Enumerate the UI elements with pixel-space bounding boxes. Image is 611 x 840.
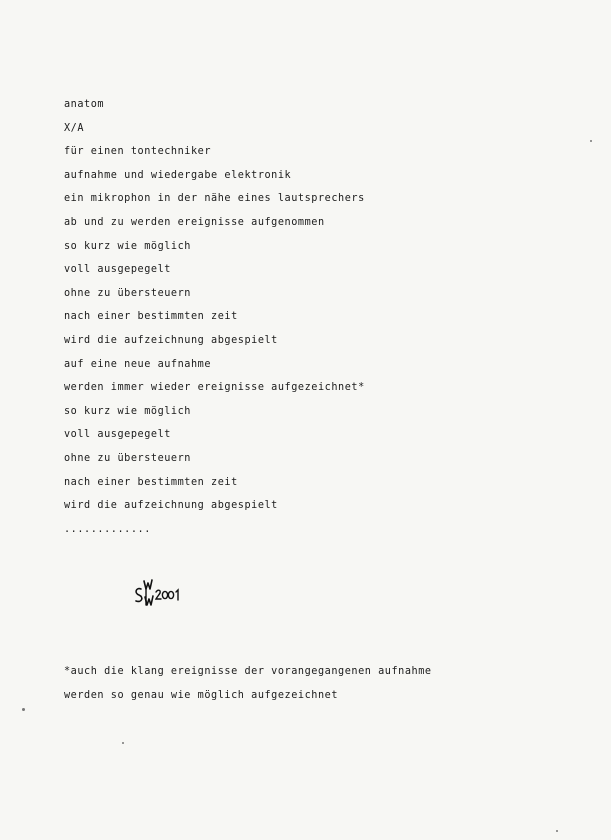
footnote (64, 660, 534, 707)
text-line: ohne zu übersteuern (64, 452, 191, 464)
text-line: ohne zu übersteuern (64, 287, 191, 299)
text-line: für einen tontechniker (64, 146, 212, 158)
text-line: auf eine neue aufnahme (64, 358, 212, 370)
handwritten-signature (130, 575, 190, 615)
ellipsis-line: ............. (64, 523, 151, 535)
paper-speck (22, 708, 25, 711)
text-line: wird die aufzeichnung abgespielt (64, 334, 278, 346)
text-line: so kurz wie möglich (64, 240, 191, 252)
text-line: ein mikrophon in der nähe eines lautsprechers (64, 193, 365, 205)
footnote-line: werden so genau wie möglich aufgezeichnet (64, 689, 339, 701)
text-line: aufnahme und wiedergabe elektronik (64, 169, 292, 181)
text-line: werden immer wieder ereignisse aufgezeichnet* (64, 382, 365, 394)
text-line: ab und zu werden ereignisse aufgenommen (64, 216, 325, 228)
text-line: voll ausgepegelt (64, 429, 171, 441)
text-line: anatom (64, 99, 105, 110)
text-line: wird die aufzeichnung abgespielt (64, 500, 278, 512)
paper-speck (556, 830, 558, 832)
text-line: nach einer bestimmten zeit (64, 476, 238, 488)
text-line: nach einer bestimmten zeit (64, 311, 238, 323)
text-line: voll ausgepegelt (64, 264, 171, 276)
text-line: so kurz wie möglich (64, 405, 191, 417)
footnote-line: *auch die klang ereignisse der vorangegangenen aufnahme (64, 666, 432, 677)
text-line: X/A (64, 122, 85, 134)
poem-text (64, 93, 534, 541)
paper-speck (590, 140, 592, 142)
paper-speck (122, 742, 124, 744)
